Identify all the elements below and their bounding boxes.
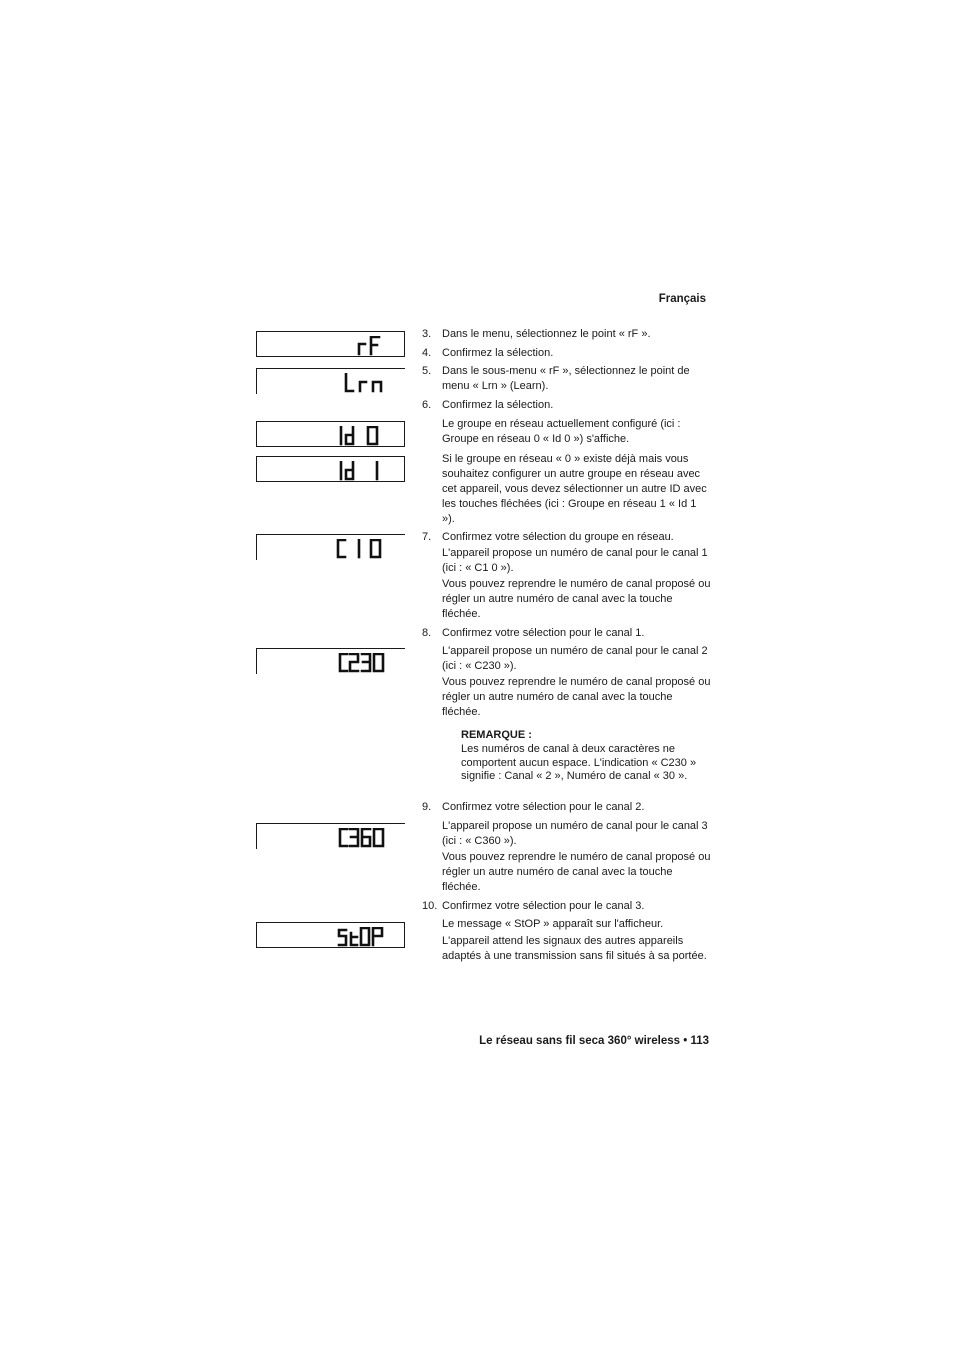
lcd-display-id1 [256,456,405,482]
step-text: Dans le sous-menu « rF », sélectionnez le point de menu « Lrn » (Learn). [442,365,690,392]
paragraph: Le groupe en réseau actuellement configuré (ici : Groupe en réseau 0 « Id 0 ») s'affiche. [442,418,681,445]
paragraph: L'appareil propose un numéro de canal pour le canal 3 (ici : « C360 »). [442,820,708,847]
step-text: Dans le menu, sélectionnez le point « rF ». [442,328,651,340]
lcd-display-id0 [256,421,405,447]
paragraph: L'appareil attend les signaux des autres appareils adaptés à une transmission sans fil situés à sa portée. [442,935,707,962]
note-title: REMARQUE : [461,729,532,741]
paragraph: Vous pouvez reprendre le numéro de canal proposé ou régler un autre numéro de canal avec la touche fléchée. [442,578,711,620]
lcd-glyphs [338,461,386,481]
lcd-display-c230 [256,648,405,674]
paragraph: Si le groupe en réseau « 0 » existe déjà mais vous souhaitez configurer un autre groupe en réseau avec cet appareil, vous devez sélectionner un autre ID avec les touches fléchées (ici : Groupe en réseau 1 « Id 1 »). [442,453,707,525]
lcd-display-rf [256,331,405,357]
lcd-glyphs [335,539,387,559]
lcd-glyphs [336,927,386,947]
paragraph: Vous pouvez reprendre le numéro de canal proposé ou régler un autre numéro de canal avec la touche fléchée. [442,676,711,718]
step-text: Confirmez votre sélection pour le canal 3. [442,900,645,912]
lcd-display-stop [256,922,405,948]
step-number: 3. [422,328,432,340]
language-header: Français [658,293,706,305]
step-text: Confirmez la sélection. [442,399,554,411]
lcd-glyphs [343,373,387,393]
step-number: 4. [422,347,432,359]
paragraph: L'appareil propose un numéro de canal pour le canal 2 (ici : « C230 »). [442,645,708,672]
lcd-glyphs [356,336,386,356]
step-number: 7. [422,531,432,543]
paragraph: L'appareil propose un numéro de canal pour le canal 1 (ici : « C1 0 »). [442,547,708,574]
step-number: 5. [422,365,432,377]
note-body: Les numéros de canal à deux caractères ne comportent aucun espace. L'indication « C230 » signifie : Canal « 2 », Numéro de canal « 30 ». [461,743,697,782]
paragraph: Vous pouvez reprendre le numéro de canal proposé ou régler un autre numéro de canal avec la touche fléchée. [442,851,711,893]
step-text: Confirmez votre sélection du groupe en réseau. [442,531,674,543]
page-footer: Le réseau sans fil seca 360° wireless • 113 [479,1035,709,1047]
step-number: 10. [422,900,438,912]
step-number: 9. [422,801,432,813]
step-text: Confirmez votre sélection pour le canal 1. [442,627,645,639]
step-text: Confirmez votre sélection pour le canal 2. [442,801,645,813]
lcd-display-c360 [256,823,405,849]
step-number: 6. [422,399,432,411]
lcd-glyphs [338,426,386,446]
lcd-display-c10 [256,534,405,560]
step-text: Confirmez la sélection. [442,347,554,359]
lcd-glyphs [337,653,387,673]
paragraph: Le message « StOP » apparaît sur l'afficheur. [442,918,664,930]
step-number: 8. [422,627,432,639]
lcd-display-lrn [256,368,405,394]
lcd-glyphs [337,828,387,848]
